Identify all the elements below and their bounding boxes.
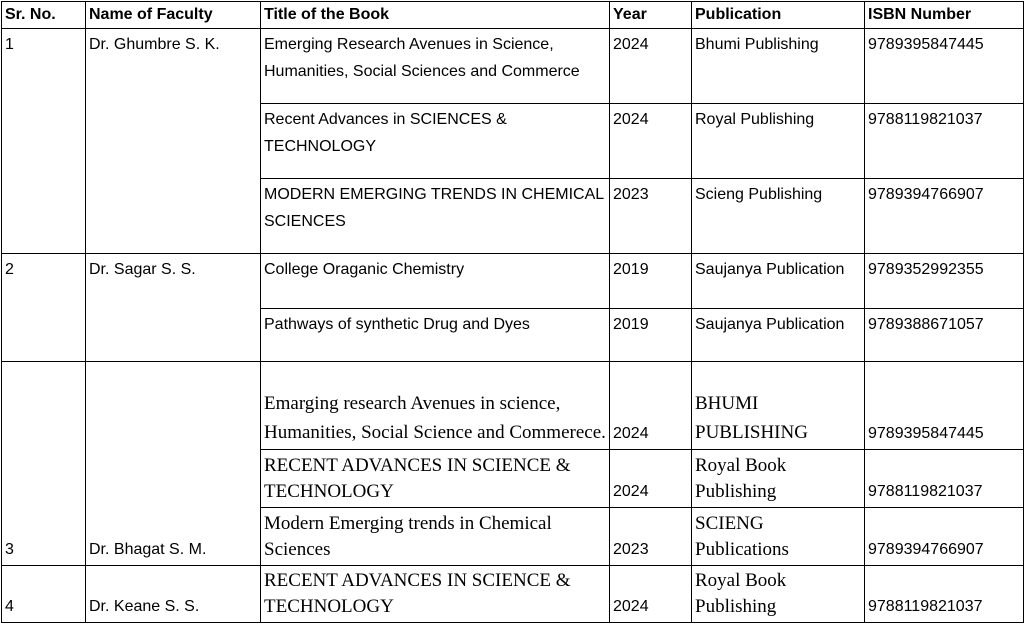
publication-cell: BHUMI PUBLISHING — [692, 362, 865, 450]
header-row — [2, 2, 1024, 29]
isbn-cell: 9789394766907 — [865, 508, 1024, 566]
title-cell: Emarging research Avenues in science, Humanities, Social Science and Commerece. — [261, 362, 610, 450]
table-row — [2, 254, 1024, 309]
faculty-cell: Dr. Sagar S. S. — [86, 254, 261, 362]
isbn-cell: 9788119821037 — [865, 104, 1024, 179]
header-faculty: Name of Faculty — [86, 2, 261, 29]
header-title: Title of the Book — [261, 2, 610, 29]
year-cell: 2019 — [610, 254, 692, 309]
title-cell: Pathways of synthetic Drug and Dyes — [261, 309, 610, 362]
year-cell: 2024 — [610, 29, 692, 104]
isbn-cell: 9788119821037 — [865, 566, 1024, 623]
header-year: Year — [610, 2, 692, 29]
title-cell: RECENT ADVANCES IN SCIENCE & TECHNOLOGY — [261, 450, 610, 508]
sr-no-cell: 2 — [2, 254, 86, 362]
title-cell: RECENT ADVANCES IN SCIENCE & TECHNOLOGY — [261, 566, 610, 623]
table-row — [2, 362, 1024, 450]
sr-no-cell: 1 — [2, 29, 86, 254]
year-cell: 2024 — [610, 566, 692, 623]
publication-cell: Scieng Publishing — [692, 179, 865, 254]
faculty-cell: Dr. Bhagat S. M. — [86, 362, 261, 566]
sr-no-cell: 4 — [2, 566, 86, 623]
isbn-cell: 9789352992355 — [865, 254, 1024, 309]
table-row — [2, 566, 1024, 623]
publication-cell: Royal Book Publishing — [692, 566, 865, 623]
isbn-cell: 9789395847445 — [865, 362, 1024, 450]
header-publication: Publication — [692, 2, 865, 29]
title-cell: Modern Emerging trends in Chemical Sciences — [261, 508, 610, 566]
year-cell: 2024 — [610, 104, 692, 179]
table-row — [2, 29, 1024, 104]
publication-cell: Saujanya Publication — [692, 254, 865, 309]
title-cell: Emerging Research Avenues in Science, Humanities, Social Sciences and Commerce — [261, 29, 610, 104]
isbn-cell: 9788119821037 — [865, 450, 1024, 508]
year-cell: 2023 — [610, 508, 692, 566]
year-cell: 2023 — [610, 179, 692, 254]
publication-cell: SCIENG Publications — [692, 508, 865, 566]
faculty-cell: Dr. Ghumbre S. K. — [86, 29, 261, 254]
title-cell: College Oraganic Chemistry — [261, 254, 610, 309]
isbn-cell: 9789394766907 — [865, 179, 1024, 254]
header-sr-no: Sr. No. — [2, 2, 86, 29]
publication-cell: Royal Book Publishing — [692, 450, 865, 508]
publication-cell: Royal Publishing — [692, 104, 865, 179]
isbn-cell: 9789395847445 — [865, 29, 1024, 104]
faculty-cell: Dr. Keane S. S. — [86, 566, 261, 623]
header-isbn: ISBN Number — [865, 2, 1024, 29]
publication-cell: Saujanya Publication — [692, 309, 865, 362]
title-cell: Recent Advances in SCIENCES & TECHNOLOGY — [261, 104, 610, 179]
faculty-books-table — [1, 1, 1024, 623]
year-cell: 2024 — [610, 450, 692, 508]
sr-no-cell: 3 — [2, 362, 86, 566]
year-cell: 2019 — [610, 309, 692, 362]
publication-cell: Bhumi Publishing — [692, 29, 865, 104]
title-cell: MODERN EMERGING TRENDS IN CHEMICAL SCIENCES — [261, 179, 610, 254]
isbn-cell: 9789388671057 — [865, 309, 1024, 362]
year-cell: 2024 — [610, 362, 692, 450]
